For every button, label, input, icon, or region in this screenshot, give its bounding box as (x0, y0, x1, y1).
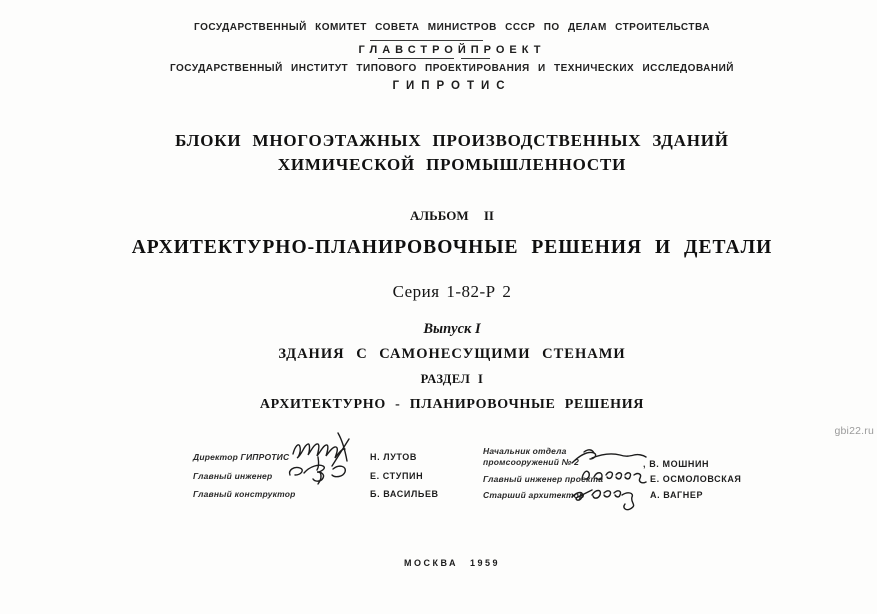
header-committee-line: ГОСУДАРСТВЕННЫЙ КОМИТЕТ СОВЕТА МИНИСТРОВ СССР ПО ДЕЛАМ СТРОИТЕЛЬСТВА (194, 22, 710, 33)
main-title-line1: БЛОКИ МНОГОЭТАЖНЫХ ПРОИЗВОДСТВЕННЫХ ЗДАНИЙ (175, 131, 729, 150)
header-giprotis: ГИПРОТИС (392, 80, 512, 92)
album-number: АЛЬБОМ II (410, 208, 494, 223)
signatory-role-chief-engineer: Главный инженер (193, 471, 273, 481)
section-number: РАЗДЕЛ I (420, 372, 484, 386)
section-title: АРХИТЕКТУРНО - ПЛАНИРОВОЧНЫЕ РЕШЕНИЯ (259, 397, 645, 412)
signatory-role-director: Директор ГИПРОТИС (193, 452, 290, 462)
issue-title: ЗДАНИЯ С САМОНЕСУЩИМИ СТЕНАМИ (278, 346, 626, 362)
subtitle: АРХИТЕКТУРНО-ПЛАНИРОВОЧНЫЕ РЕШЕНИЯ И ДЕТАЛИ (131, 237, 773, 258)
signatory-name-stupin: Е. СТУПИН (370, 471, 424, 481)
signatory-name-osmolovskaya: Е. ОСМОЛОВСКАЯ (650, 474, 742, 484)
signature-stupin-icon (285, 460, 353, 486)
signatory-name-vasiliev: Б. ВАСИЛЬЕВ (370, 489, 439, 499)
imprint-moscow-1959: МОСКВА 1959 (403, 558, 501, 568)
header-divider-bottom-right (461, 58, 490, 59)
issue-number: Выпуск I (423, 321, 481, 337)
signatory-role-dept-head-line1: Начальник отдела (483, 446, 567, 456)
signature-vagner-icon (568, 481, 653, 511)
signatory-name-moshnin: , В. МОШНИН (643, 459, 710, 469)
signature-moshnin-icon (570, 446, 648, 466)
watermark-gbi22: gbi22.ru (834, 425, 874, 437)
header-institute-line: ГОСУДАРСТВЕННЫЙ ИНСТИТУТ ТИПОВОГО ПРОЕКТИРОВАНИЯ И ТЕХНИЧЕСКИХ ИССЛЕДОВАНИЙ (169, 63, 734, 74)
signatory-role-dept-head-line2: промсооружений № 2 (483, 457, 580, 467)
signatory-name-vagner: А. ВАГНЕР (650, 490, 704, 500)
signatory-role-chief-project-engineer: Главный инженер проекта (483, 474, 604, 484)
signatory-role-senior-architect: Старший архитектор (483, 490, 585, 500)
series-number: Серия 1-82-Р 2 (392, 282, 512, 301)
header-glavstroyproekt: ГЛАВСТРОЙПРОЕКТ (358, 44, 546, 56)
header-divider-top (370, 40, 483, 41)
signatory-name-lutov: Н. ЛУТОВ (370, 452, 417, 462)
signatory-role-chief-constructor: Главный конструктор (193, 489, 296, 499)
header-divider-bottom-left (378, 58, 454, 59)
main-title-line2: ХИМИЧЕСКОЙ ПРОМЫШЛЕННОСТИ (277, 155, 627, 174)
